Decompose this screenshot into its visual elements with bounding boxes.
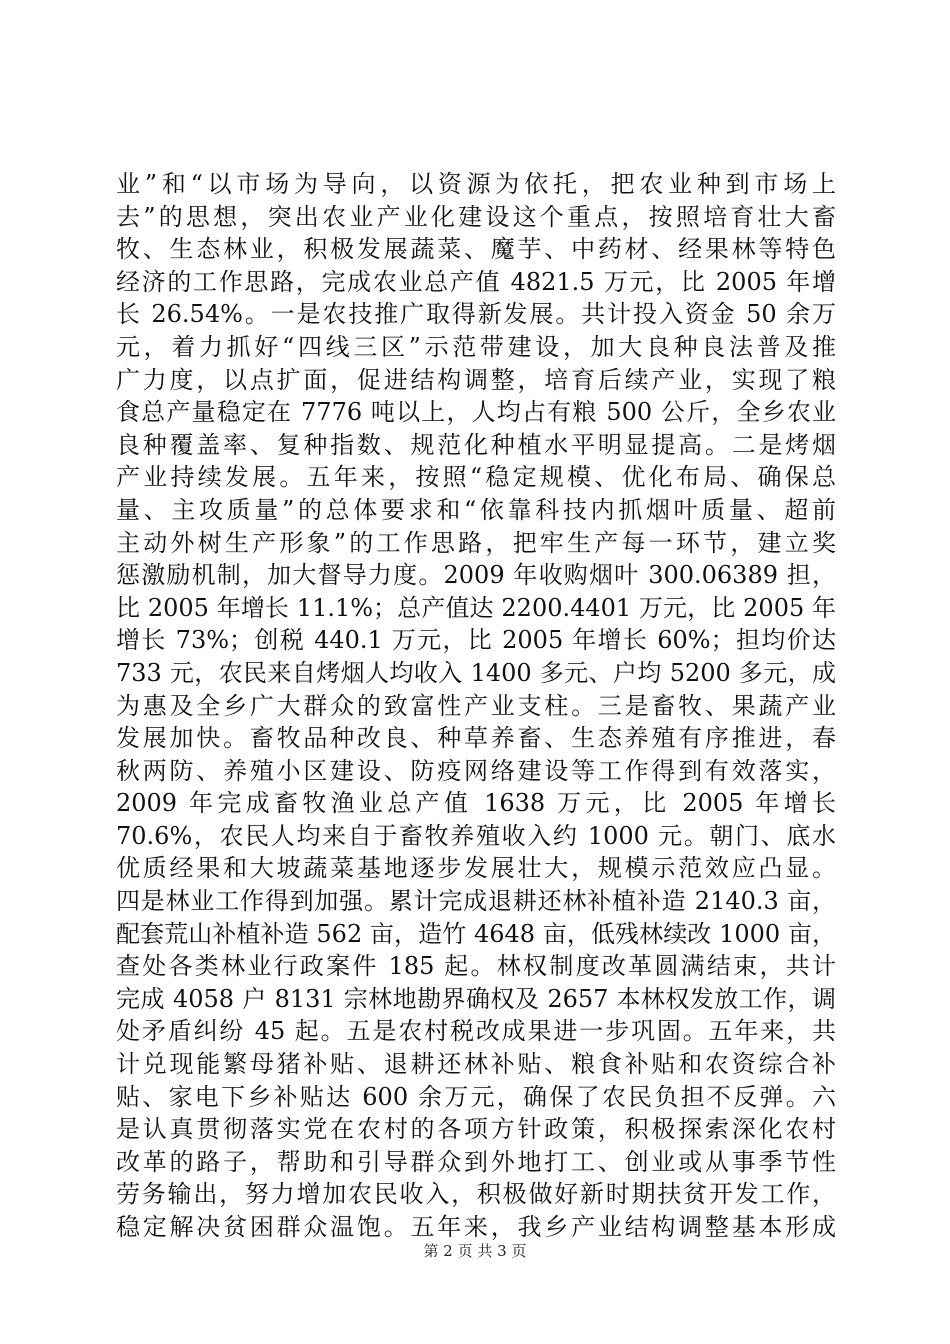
text-line: 是认真贯彻落实党在农村的各项方针政策，积极探索深化农村 [116, 1115, 836, 1144]
text-line: 食总产量稳定在 7776 吨以上，人均占有粮 500 公斤，全乡农业 [116, 398, 836, 427]
text-line: 牧、生态林业，积极发展蔬菜、魔芋、中药材、经果林等特色 [116, 235, 836, 264]
text-line: 劳务输出，努力增加农民收入，积极做好新时期扶贫开发工作， [116, 1180, 836, 1209]
text-line: 秋两防、养殖小区建设、防疫网络建设等工作得到有效落实， [116, 756, 836, 785]
text-line: 良种覆盖率、复种指数、规范化种植水平明显提高。二是烤烟 [116, 430, 836, 459]
text-line: 长 26.54%。一是农技推广取得新发展。共计投入资金 50 余万 [116, 300, 836, 329]
text-line: 业”和“以市场为导向，以资源为依托，把农业种到市场上 [116, 170, 836, 198]
text-line: 比 2005 年增长 11.1%；总产值达 2200.4401 万元，比 2005 年 [116, 593, 836, 622]
text-line: 量、主攻质量”的总体要求和“依靠科技内抓烟叶质量、超前 [116, 495, 836, 524]
text-line: 增长 73%；创税 440.1 万元，比 2005 年增长 60%；担均价达 [116, 626, 836, 655]
body-text [116, 168, 836, 1244]
text-line: 产业持续发展。五年来，按照“稳定规模、优化布局、确保总 [116, 463, 836, 492]
text-line: 贴、家电下乡补贴达 600 余万元，确保了农民负担不反弹。六 [116, 1082, 836, 1111]
text-line: 733 元，农民来自烤烟人均收入 1400 多元、户均 5200 多元，成 [116, 658, 836, 687]
text-line: 处矛盾纠纷 45 起。五是农村税改成果进一步巩固。五年来，共 [116, 1017, 836, 1046]
text-line: 惩激励机制，加大督导力度。2009 年收购烟叶 300.06389 担， [116, 561, 836, 590]
text-line: 改革的路子，帮助和引导群众到外地打工、创业或从事季节性 [116, 1147, 836, 1176]
text-line: 为惠及全乡广大群众的致富性产业支柱。三是畜牧、果蔬产业 [116, 691, 836, 720]
text-line: 70.6%，农民人均来自于畜牧养殖收入约 1000 元。朝门、底水 [116, 821, 836, 850]
text-line: 配套荒山补植补造 562 亩，造竹 4648 亩，低残林续改 1000 亩， [116, 919, 836, 948]
text-line: 稳定解决贫困群众温饱。五年来，我乡产业结构调整基本形成 [116, 1213, 836, 1241]
text-line: 发展加快。畜牧品种改良、种草养畜、生态养殖有序推进，春 [116, 724, 836, 753]
text-line: 完成 4058 户 8131 宗林地勘界确权及 2657 本林权发放工作，调 [116, 984, 836, 1013]
page-footer: 第 2 页 共 3 页 [423, 1242, 527, 1260]
text-line: 优质经果和大坡蔬菜基地逐步发展壮大，规模示范效应凸显。 [116, 854, 836, 883]
text-line: 广力度，以点扩面，促进结构调整，培育后续产业，实现了粮 [116, 365, 836, 394]
text-line: 计兑现能繁母猪补贴、退耕还林补贴、粮食补贴和农资综合补 [116, 1050, 836, 1079]
text-line: 四是林业工作得到加强。累计完成退耕还林补植补造 2140.3 亩， [116, 887, 836, 916]
text-line: 2009 年完成畜牧渔业总产值 1638 万元，比 2005 年增长 [116, 789, 836, 818]
text-line: 去”的思想，突出农业产业化建设这个重点，按照培育壮大畜 [116, 202, 836, 231]
text-line: 经济的工作思路，完成农业总产值 4821.5 万元，比 2005 年增 [116, 267, 836, 296]
text-line: 主动外树生产形象”的工作思路，把牢生产每一环节，建立奖 [116, 528, 836, 557]
text-line: 元，着力抓好“四线三区”示范带建设，加大良种良法普及推 [116, 332, 836, 361]
text-line: 查处各类林业行政案件 185 起。林权制度改革圆满结束，共计 [116, 952, 836, 981]
